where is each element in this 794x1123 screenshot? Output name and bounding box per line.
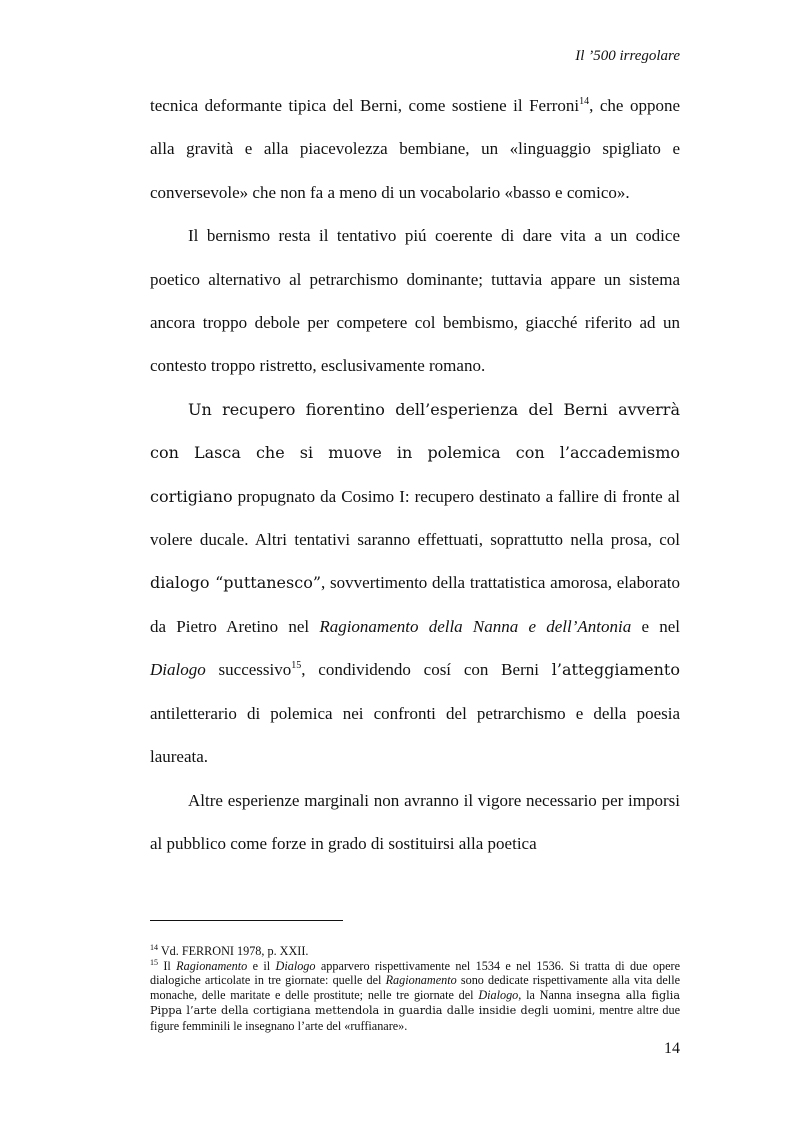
footnote-15: $^{15}$ Il Ragionamento e il Dialogo apparvero rispettivamente nel 1534 e nel 1536. Si tratta di due opere dialogiche articolate in tre giornate: quelle del Ragionamento sono dedicate rispettivamente alla vita delle monache, delle maritate e delle prostitute; nelle tre giornate del Dialogo, la Nanna insegna alla figlia Pippa l’arte della cortigiana mettendola in guardia dalle insidie degli uomini, mentre altre due figure femminili le insegnano l’arte del «ruffianare». xyxy=(150,957,680,1033)
footnote-14: $^{14}$ Vd. FERRONI 1978, p. XXII. xyxy=(150,943,309,958)
page-number: 14 xyxy=(664,1040,680,1057)
footnotes xyxy=(150,944,680,1034)
paragraph-3: Un recupero fiorentino dell’esperienza del Berni avverrà con Lasca che si muove in polemica con l’accademismo cortigiano propugnato da Cosimo I: recupero destinato a fallire di fronte al volere ducale. Altri tentativi saranno effettuati, soprattutto nella prosa, col dialogo “puttanesco”, sovvertimento della trattatistica amorosa, elaborato da Pietro Aretino nel Ragionamento della Nanna e dell’Antonia e nel Dialogo successivo$^{15}$, condividendo cosí con Berni l’atteggiamento antiletterario di polemica nei confronti del petrarchismo e della poesia laureata. xyxy=(150,399,680,767)
paragraph-1: tecnica deformante tipica del Berni, come sostiene il Ferroni$^{14}$, che oppone alla gravità e alla piacevolezza bembiane, un «linguaggio spigliato e conversevole» che non fa a meno di un vocabolario «basso e comico». xyxy=(150,96,681,202)
paragraph-2: Il bernismo resta il tentativo piú coerente di dare vita a un codice poetico alternativo al petrarchismo dominante; tuttavia appare un sistema ancora troppo debole per competere col bembismo, giacché riferito ad un contesto troppo ristretto, esclusivamente romano. xyxy=(150,226,680,376)
footnote-ref-14[interactable]: 14 xyxy=(579,96,590,107)
running-head: Il ’500 irregolare xyxy=(575,48,680,64)
paragraph-4: Altre esperienze marginali non avranno il vigore necessario per imporsi al pubblico come forze in grado di sostituirsi alla poetica xyxy=(150,790,680,853)
footnote-divider xyxy=(150,920,343,921)
body-text xyxy=(150,84,680,865)
footnote-ref-15[interactable]: 15 xyxy=(291,660,302,672)
